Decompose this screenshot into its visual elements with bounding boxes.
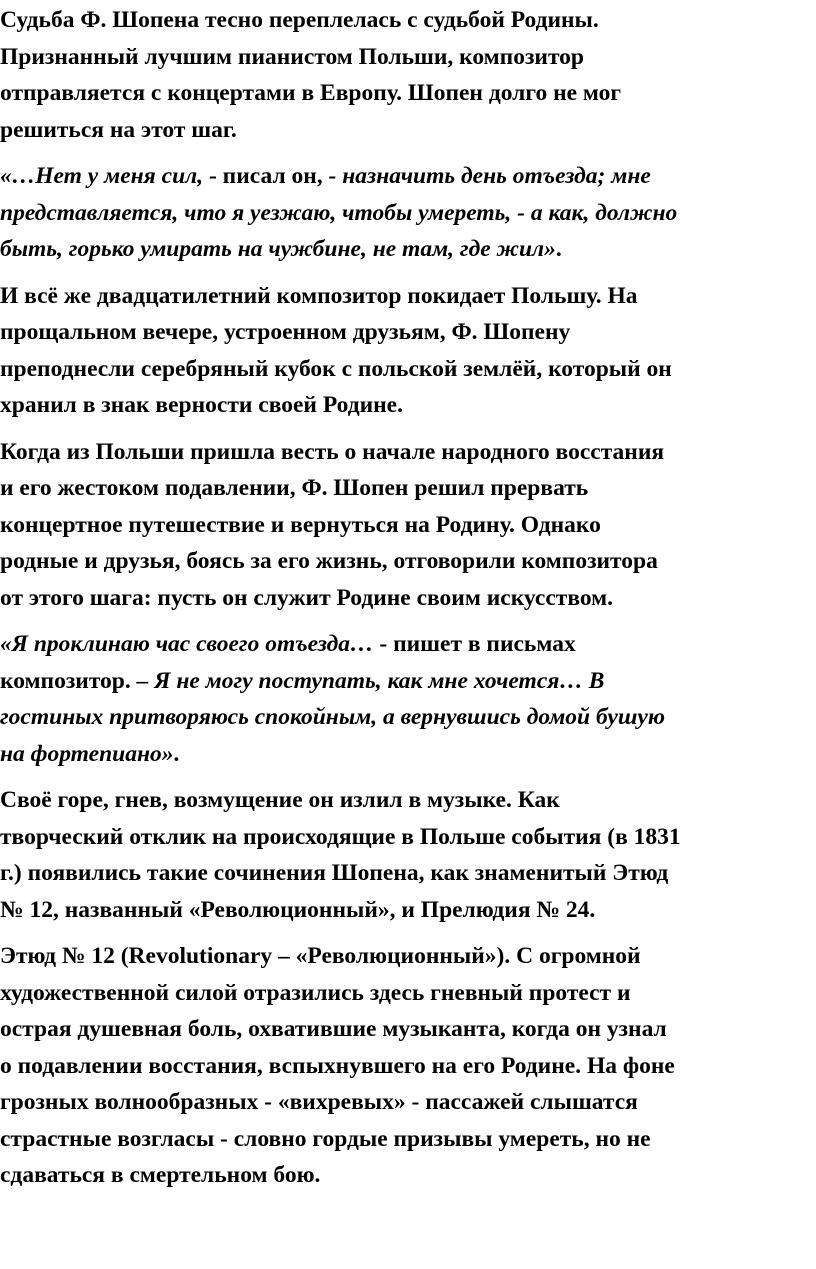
body-text: хранил в знак верности своей Родине. <box>0 392 403 418</box>
body-text: концертное путешествие и вернуться на Родину. Однако <box>0 511 601 538</box>
body-text: острая душевная боль, охватившие музыканта, когда он узнал <box>0 1016 667 1042</box>
body-text: - писал он, <box>208 163 329 189</box>
text-line <box>0 351 816 388</box>
body-text: Когда из Польши пришла весть о начале народного восстания <box>0 438 665 465</box>
text-line <box>0 663 816 700</box>
body-text: прощальном вечере, устроенном друзьям, Ф. Шопену <box>0 319 571 345</box>
text-line <box>0 819 816 856</box>
body-text: художественной силой отразились здесь гневный протест и <box>0 979 631 1006</box>
paragraph <box>0 434 816 617</box>
paragraph <box>0 278 816 424</box>
body-text: . <box>555 236 562 262</box>
italic-quote-text: «…Нет у меня сил, <box>0 163 209 189</box>
text-line <box>0 278 816 315</box>
text-line <box>0 434 816 471</box>
paragraph <box>0 782 816 928</box>
body-text: Судьба Ф. Шопена тесно переплелась с судьбой Родины. <box>0 7 599 33</box>
text-line <box>0 626 816 663</box>
body-text: Этюд № 12 (Revolutionary – «Революционный»). С огромной <box>0 943 641 969</box>
body-text: - пишет в письмах <box>379 631 576 657</box>
text-line <box>0 470 816 507</box>
text-line <box>0 75 816 112</box>
text-line <box>0 1157 816 1194</box>
body-text: г.) появились такие сочинения Шопена, как знаменитый Этюд <box>0 860 669 886</box>
italic-quote-text: «Я проклинаю час своего отъезда… <box>0 631 380 657</box>
italic-quote-text: – Я не могу поступать, как мне хочется… В <box>136 667 605 694</box>
italic-quote-text: представляется, что я уезжаю, чтобы умереть, - а как, должно <box>0 199 678 226</box>
italic-quote-text: на фортепиано» <box>0 740 174 767</box>
italic-quote-text: - назначить день отъезда; мне <box>328 163 651 189</box>
text-line <box>0 507 816 544</box>
text-line <box>0 938 816 975</box>
text-line <box>0 855 816 892</box>
document-body <box>0 2 816 1194</box>
body-text: композитор. <box>0 667 137 694</box>
text-line <box>0 1048 816 1085</box>
text-line <box>0 975 816 1012</box>
text-line <box>0 782 816 819</box>
text-line <box>0 2 816 39</box>
text-line <box>0 231 816 268</box>
body-text: преподнесли серебряный кубок с польской землёй, который он <box>0 355 672 382</box>
paragraph <box>0 626 816 772</box>
text-line <box>0 39 816 76</box>
body-text: творческий отклик на происходящие в Польше события (в 1831 <box>0 823 681 850</box>
body-text: страстные возгласы - словно гордые призывы умереть, но не <box>0 1125 651 1152</box>
body-text: И всё же двадцатилетний композитор покидает Польшу. На <box>0 282 638 309</box>
text-line <box>0 580 816 617</box>
body-text: Признанный лучшим пианистом Польши, композитор <box>0 43 585 70</box>
text-line <box>0 112 816 149</box>
body-text: Своё горе, гнев, возмущение он излил в музыке. Как <box>0 787 560 813</box>
body-text: решиться на этот шаг. <box>0 116 237 143</box>
body-text: № 12, названный «Революционный», и Прелюдия № 24. <box>0 896 596 923</box>
body-text: и его жестоком подавлении, Ф. Шопен решил прервать <box>0 475 589 501</box>
body-text: . <box>173 740 180 767</box>
paragraph <box>0 938 816 1194</box>
text-line <box>0 1121 816 1158</box>
text-line <box>0 1084 816 1121</box>
body-text: родные и друзья, боясь за его жизнь, отговорили композитора <box>0 548 658 574</box>
paragraph <box>0 2 816 148</box>
italic-quote-text: гостиных притворяюсь спокойным, а вернувшись домой бушую <box>0 704 666 730</box>
body-text: от этого шага: пусть он служит Родине своим искусством. <box>0 584 614 611</box>
body-text: о подавлении восстания, вспыхнувшего на его Родине. На фоне <box>0 1052 675 1079</box>
body-text: грозных волнообразных - «вихревых» - пассажей слышатся <box>0 1089 638 1115</box>
text-line <box>0 195 816 232</box>
text-line <box>0 314 816 351</box>
text-line <box>0 736 816 773</box>
text-line <box>0 158 816 195</box>
text-line <box>0 1011 816 1048</box>
text-line <box>0 543 816 580</box>
body-text: сдаваться в смертельном бою. <box>0 1162 321 1188</box>
text-line <box>0 892 816 929</box>
text-line <box>0 699 816 736</box>
paragraph <box>0 158 816 268</box>
italic-quote-text: быть, горько умирать на чужбине, не там, где жил» <box>0 236 556 262</box>
body-text: отправляется с концертами в Европу. Шопен долго не мог <box>0 80 622 106</box>
text-line <box>0 387 816 424</box>
